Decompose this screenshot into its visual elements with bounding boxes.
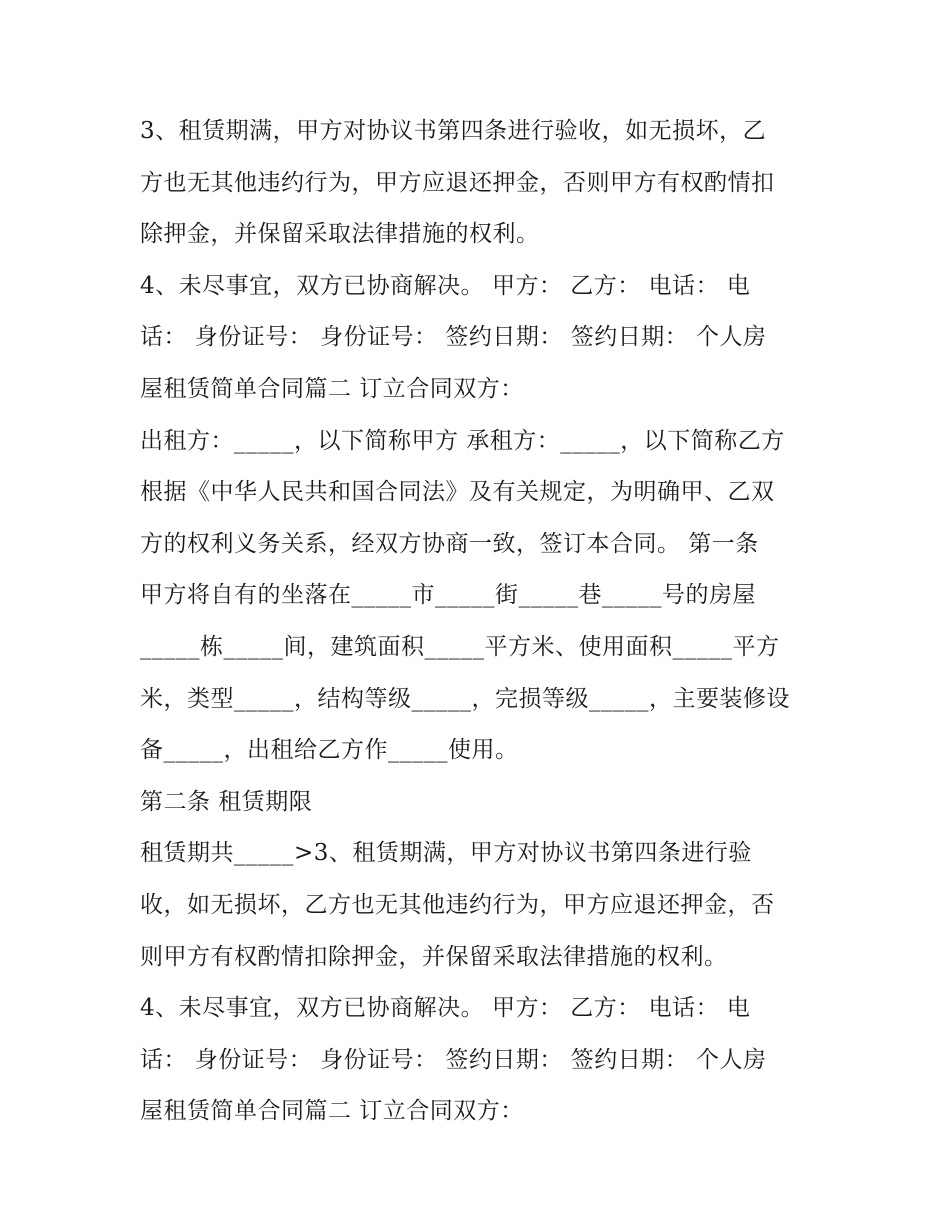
text-line: 4、未尽事宜，双方已协商解决。 甲方： 乙方： 电话： 电 <box>140 995 751 1022</box>
text-line: 租赁期共_____>3、租赁期满，甲方对协议书第四条进行验 <box>140 840 752 867</box>
text-line: 方也无其他违约行为，甲方应退还押金，否则甲方有权酌情扣 <box>140 169 775 196</box>
text-line: 屋租赁简单合同篇二 订立合同双方： <box>140 375 524 402</box>
text-line: 出租方：_____，以下简称甲方 承租方：_____，以下简称乙方 <box>140 427 785 454</box>
text-line: 备_____，出租给乙方作_____使用。 <box>140 737 519 764</box>
text-line: 屋租赁简单合同篇二 订立合同双方： <box>140 1098 524 1125</box>
text-line: 方的权利义务关系，经双方协商一致，签订本合同。 第一条 <box>140 530 759 557</box>
section-heading: 第二条 租赁期限 <box>140 788 313 815</box>
text-line: 4、未尽事宜，双方已协商解决。 甲方： 乙方： 电话： 电 <box>140 272 751 299</box>
text-line: 话： 身份证号： 身份证号： 签约日期： 签约日期： 个人房 <box>140 324 767 351</box>
text-line: 话： 身份证号： 身份证号： 签约日期： 签约日期： 个人房 <box>140 1046 767 1073</box>
text-line: 甲方将自有的坐落在_____市_____街_____巷_____号的房屋 <box>140 582 756 609</box>
document-body <box>140 106 840 1138</box>
text-line: 米，类型_____，结构等级_____，完损等级_____，主要装修设 <box>140 685 790 712</box>
text-line: 则甲方有权酌情扣除押金，并保留采取法律措施的权利。 <box>140 943 728 970</box>
text-line: 除押金，并保留采取法律措施的权利。 <box>140 221 540 248</box>
text-line: 3、租赁期满，甲方对协议书第四条进行验收，如无损坏，乙 <box>140 118 767 144</box>
text-line: 根据《中华人民共和国合同法》及有关规定，为明确甲、乙双 <box>140 479 775 506</box>
text-line: 收，如无损坏，乙方也无其他违约行为，甲方应退还押金，否 <box>140 891 775 918</box>
text-line: _____栋_____间，建筑面积_____平方米、使用面积_____平方 <box>140 633 780 660</box>
